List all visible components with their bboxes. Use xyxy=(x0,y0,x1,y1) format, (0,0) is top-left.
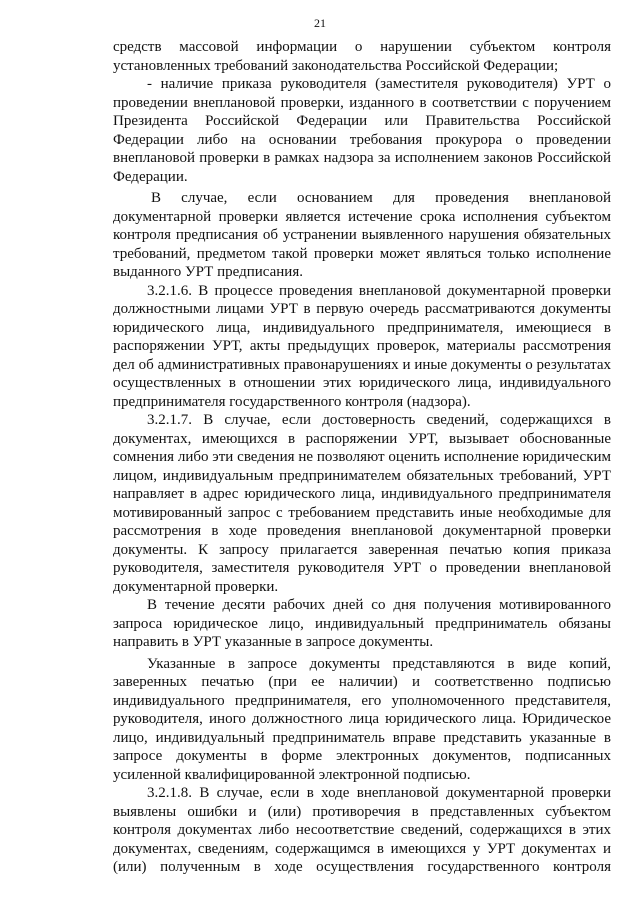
text-line: 3.2.1.6. В процессе проведения внеплановой документарной проверки xyxy=(147,282,611,299)
paragraph xyxy=(113,655,611,785)
text-line: руководителя, иного должностного лица юридического лица. Юридическое xyxy=(113,711,611,727)
text-line: осуществленных в отношении этих юридического лица, индивидуального xyxy=(113,375,611,391)
text-line: выданного УРТ предписания. xyxy=(113,264,303,280)
text-line: контроля предписания об устранении выявленного нарушения обязательных xyxy=(113,227,611,243)
text-line: направляет в адрес юридического лица, индивидуального предпринимателя xyxy=(113,486,611,502)
text-line: В случае, если основанием для проведения внеплановой xyxy=(151,190,611,206)
paragraph xyxy=(113,596,611,652)
text-line: выявлены ошибки и (или) противоречия в представленных субъектом xyxy=(113,803,611,820)
paragraph xyxy=(113,75,611,186)
text-line: распоряжении УРТ, акты предыдущих проверок, материалы рассмотрения xyxy=(113,338,611,354)
text-line: контроля документах либо несоответствие сведений, содержащихся в этих xyxy=(113,822,611,838)
text-line: направить в УРТ указанные в запросе документы. xyxy=(113,634,434,650)
text-line: Президента Российской Федерации или Правительства Российской xyxy=(113,113,611,129)
text-line: внеплановой проверки в рамках надзора за исполнением законов Российской xyxy=(113,150,611,166)
text-line: Федерации. xyxy=(113,168,188,185)
text-line: В течение десяти рабочих дней со дня получения мотивированного xyxy=(147,597,611,613)
text-line: 3.2.1.7. В случае, если достоверность сведений, содержащихся в xyxy=(147,412,611,428)
text-line: документы. К запросу прилагается заверенная печатью копия приказа xyxy=(113,541,611,558)
text-line: рассмотрения в ходе проведения внеплановой документарной проверки xyxy=(113,523,611,539)
text-line: лицо, индивидуальный предприниматель вправе представить указанные в xyxy=(113,729,611,746)
text-line: руководителя, заместителя руководителя УРТ о проведении внеплановой xyxy=(113,560,611,576)
text-line: - наличие приказа руководителя (заместителя руководителя) УРТ о xyxy=(147,76,611,92)
text-line: сомнения либо эти сведения не позволяют оценить исполнение юридическим xyxy=(113,449,611,465)
paragraph xyxy=(113,411,611,596)
text-line: заверенных печатью (при ее наличии) и соответственно подписью xyxy=(113,674,611,690)
text-line: усиленной квалифицированной электронной подписью. xyxy=(113,766,471,783)
paragraph xyxy=(113,282,611,412)
text-line: юридического лица, индивидуального предпринимателя, имеющиеся в xyxy=(113,319,611,336)
document-body xyxy=(113,38,611,877)
text-line: установленных требований законодательства Российской Федерации; xyxy=(113,57,559,74)
text-line: мотивированный запрос с требованием представить иные необходимые для xyxy=(113,504,611,521)
text-line: предпринимателя государственного контроля (надзора). xyxy=(113,393,471,410)
text-line: Федерации либо на основании требования прокурора о проведении xyxy=(113,131,611,148)
paragraph xyxy=(113,189,611,282)
text-line: запроса юридическое лицо, индивидуальный предприниматель обязаны xyxy=(113,615,611,632)
text-line: документах, имеющихся в распоряжении УРТ, вызывает обоснованные xyxy=(113,430,611,447)
text-line: проведении внеплановой проверки, изданного в соответствии с поручением xyxy=(113,94,611,111)
text-line: (или) полученным в ходе осуществления государственного контроля xyxy=(113,859,611,875)
text-line: документарной проверки является истечение срока исполнения субъектом xyxy=(113,208,611,225)
text-line: запросе документы в форме электронных документов, подписанных xyxy=(113,748,611,764)
text-line: должностными лицами УРТ в первую очередь рассматриваются документы xyxy=(113,301,611,317)
paragraph xyxy=(113,784,611,877)
text-line: лицом, индивидуальным предпринимателем обязательных требований, УРТ xyxy=(113,467,611,484)
text-line: документах, сведениям, содержащимся в имеющихся у УРТ документах и xyxy=(113,840,611,857)
paragraph xyxy=(113,38,611,75)
text-line: индивидуального предпринимателя, его уполномоченного представителя, xyxy=(113,692,611,709)
page-number: 21 xyxy=(314,16,326,30)
text-line: дел об административных правонарушениях и иные документы о результатах xyxy=(113,356,611,373)
text-line: средств массовой информации о нарушении субъектом контроля xyxy=(113,39,611,55)
text-line: требований, предметом такой проверки может являться только исполнение xyxy=(113,245,611,262)
text-line: документарной проверки. xyxy=(113,578,279,595)
text-line: 3.2.1.8. В случае, если в ходе внеплановой документарной проверки xyxy=(147,785,611,801)
text-line: Указанные в запросе документы представляются в виде копий, xyxy=(147,655,611,672)
